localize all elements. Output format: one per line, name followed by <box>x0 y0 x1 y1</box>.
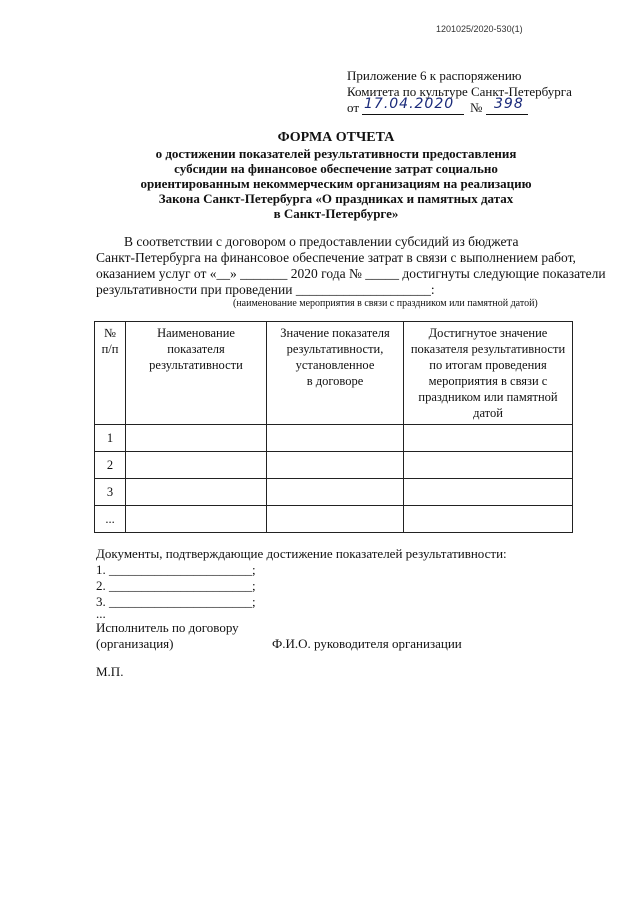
seal-label: М.П. <box>96 664 124 679</box>
table-row <box>95 506 573 533</box>
appendix-date-prefix: от <box>347 100 360 115</box>
table-cell[interactable] <box>126 479 267 506</box>
table-cell[interactable] <box>267 506 404 533</box>
table-cell[interactable] <box>126 425 267 452</box>
intro-line-4: результативности при проведении ____________________: <box>96 282 435 297</box>
table-row <box>95 479 573 506</box>
header-cell-achieved: Достигнутое значение показателя результативности по итогам проведения мероприятия в связи с праздником или памятной датой <box>404 322 573 425</box>
intro-line-3: оказанием услуг от «__» _______ 2020 года № _____ достигнуты следующие показатели <box>96 266 606 281</box>
appendix-line-2: Комитета по культуре Санкт-Петербурга <box>347 84 572 99</box>
handwritten-date: 17.04.2020 <box>364 96 455 112</box>
executor-label: Исполнитель по договору <box>96 620 239 635</box>
document-item-1: 1. ______________________; <box>96 562 256 577</box>
date-underline <box>362 114 464 115</box>
indicators-table <box>94 321 573 533</box>
intro-line-2: Санкт-Петербурга на финансовое обеспечение затрат в связи с выполнением работ, <box>96 250 576 265</box>
organization-label: (организация) <box>96 636 174 651</box>
intro-hint: (наименование мероприятия в связи с праздником или памятной датой) <box>233 298 538 309</box>
row-number: 2 <box>95 452 126 479</box>
appendix-line-1: Приложение 6 к распоряжению <box>347 68 522 83</box>
form-title: ФОРМА ОТЧЕТА <box>277 130 395 145</box>
table-cell[interactable] <box>404 452 573 479</box>
table-row <box>95 425 573 452</box>
appendix-number-prefix: № <box>470 100 483 115</box>
title-line-6: в Санкт-Петербурге» <box>273 206 399 221</box>
intro-line-1: В соответствии с договором о предоставлении субсидий из бюджета <box>124 234 519 249</box>
table-row <box>95 452 573 479</box>
header-cell-number: № п/п <box>95 322 126 425</box>
document-ellipsis: ... <box>96 606 106 621</box>
table-cell[interactable] <box>126 506 267 533</box>
title-line-4: ориентированным некоммерческим организациям на реализацию <box>140 176 532 191</box>
table-cell[interactable] <box>267 479 404 506</box>
head-name-label: Ф.И.О. руководителя организации <box>272 636 462 651</box>
header-cell-name: Наименование показателя результативности <box>126 322 267 425</box>
row-number: 1 <box>95 425 126 452</box>
title-line-2: о достижении показателей результативности предоставления <box>155 146 517 161</box>
document-item-3: 3. ______________________; <box>96 594 256 609</box>
row-number: ... <box>95 506 126 533</box>
table-cell[interactable] <box>267 452 404 479</box>
table-cell[interactable] <box>404 506 573 533</box>
row-number: 3 <box>95 479 126 506</box>
table-cell[interactable] <box>404 479 573 506</box>
documents-heading: Документы, подтверждающие достижение показателей результативности: <box>96 546 507 561</box>
title-line-3: субсидии на финансовое обеспечение затрат социально <box>174 161 498 176</box>
table-cell[interactable] <box>404 425 573 452</box>
header-cell-target: Значение показателя результативности, установленное в договоре <box>267 322 404 425</box>
title-line-5: Закона Санкт-Петербурга «О праздниках и памятных датах <box>158 191 514 206</box>
document-item-2: 2. ______________________; <box>96 578 256 593</box>
table-header-row <box>95 322 573 425</box>
table-cell[interactable] <box>126 452 267 479</box>
table-cell[interactable] <box>267 425 404 452</box>
document-id: 1201025/2020-530(1) <box>436 24 523 34</box>
number-underline <box>486 114 528 115</box>
handwritten-number: 398 <box>494 96 524 112</box>
